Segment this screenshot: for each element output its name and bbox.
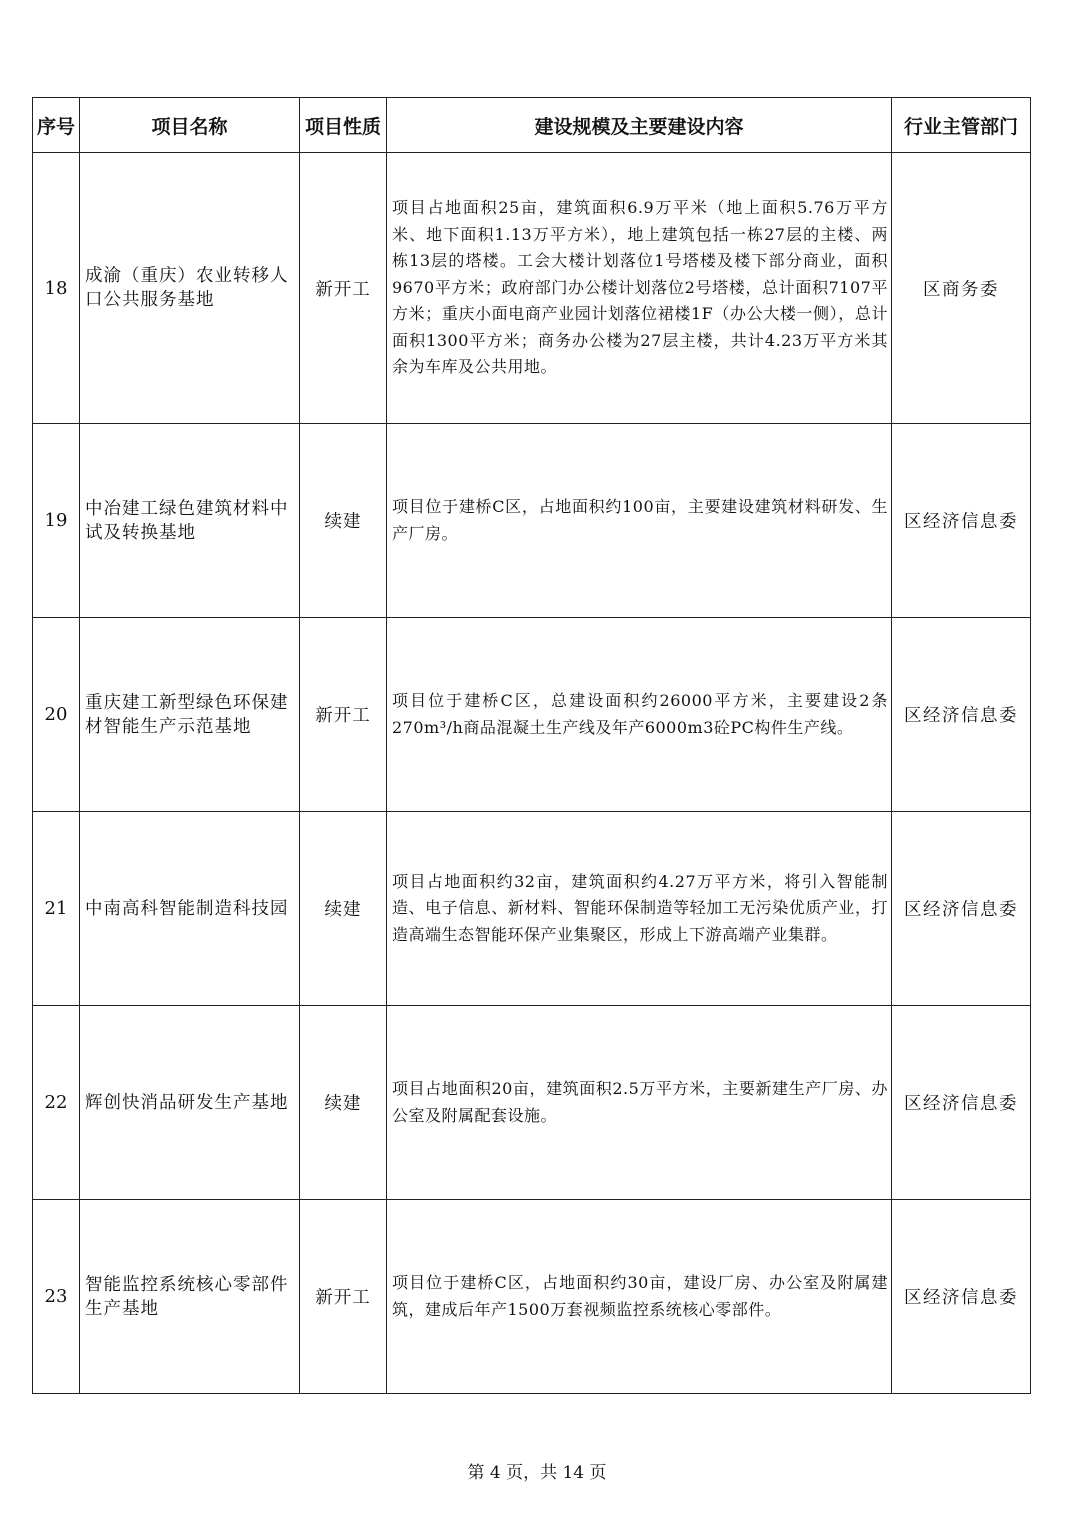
row-project-content: 项目位于建桥C区，占地面积约30亩，建设厂房、办公室及附属建筑，建成后年产1500万套视频监控系统核心零部件。 — [387, 1200, 892, 1394]
row-project-nature: 新开工 — [300, 153, 387, 424]
row-department: 区经济信息委 — [892, 1006, 1031, 1200]
row-project-nature: 新开工 — [300, 618, 387, 812]
project-table — [32, 97, 1031, 1394]
row-department: 区经济信息委 — [892, 424, 1031, 618]
row-project-content: 项目占地面积25亩，建筑面积6.9万平米（地上面积5.76万平方米、地下面积1.13万平方米），地上建筑包括一栋27层的主楼、两栋13层的塔楼。工会大楼计划落位1号塔楼及楼下部分商业，面积9670平方米；政府部门办公楼计划落位2号塔楼，总计面积7107平方米；重庆小面电商产业园计划落位裙楼1F（办公大楼一侧），总计面积1300平方米；商务办公楼为27层主楼，共计4.23万平方米其余为车库及公共用地。 — [387, 153, 892, 424]
row-project-content: 项目占地面积20亩，建筑面积2.5万平方米，主要新建生产厂房、办公室及附属配套设施。 — [387, 1006, 892, 1200]
row-project-name: 中冶建工绿色建筑材料中试及转换基地 — [80, 424, 300, 618]
table-row — [33, 618, 1031, 812]
row-department: 区经济信息委 — [892, 812, 1031, 1006]
row-project-content: 项目占地面积约32亩，建筑面积约4.27万平方米，将引入智能制造、电子信息、新材料、智能环保制造等轻加工无污染优质产业，打造高端生态智能环保产业集聚区，形成上下游高端产业集群。 — [387, 812, 892, 1006]
table-row — [33, 1006, 1031, 1200]
header-dept: 行业主管部门 — [892, 98, 1031, 153]
row-project-content: 项目位于建桥C区，总建设面积约26000平方米，主要建设2条270m³/h商品混凝土生产线及年产6000m3砼PC构件生产线。 — [387, 618, 892, 812]
row-project-nature: 新开工 — [300, 1200, 387, 1394]
row-project-name: 辉创快消品研发生产基地 — [80, 1006, 300, 1200]
table-row — [33, 812, 1031, 1006]
row-seq: 22 — [33, 1006, 80, 1200]
row-project-name: 中南高科智能制造科技园 — [80, 812, 300, 1006]
row-project-name: 重庆建工新型绿色环保建材智能生产示范基地 — [80, 618, 300, 812]
table-row — [33, 153, 1031, 424]
row-seq: 23 — [33, 1200, 80, 1394]
row-project-name: 智能监控系统核心零部件生产基地 — [80, 1200, 300, 1394]
row-project-name: 成渝（重庆）农业转移人口公共服务基地 — [80, 153, 300, 424]
table-row — [33, 1200, 1031, 1394]
row-department: 区经济信息委 — [892, 1200, 1031, 1394]
row-project-nature: 续建 — [300, 812, 387, 1006]
table-header-row — [33, 98, 1031, 153]
row-project-nature: 续建 — [300, 1006, 387, 1200]
row-department: 区经济信息委 — [892, 618, 1031, 812]
row-seq: 21 — [33, 812, 80, 1006]
row-seq: 19 — [33, 424, 80, 618]
row-project-nature: 续建 — [300, 424, 387, 618]
row-project-content: 项目位于建桥C区，占地面积约100亩，主要建设建筑材料研发、生产厂房。 — [387, 424, 892, 618]
row-seq: 18 — [33, 153, 80, 424]
header-nature: 项目性质 — [300, 98, 387, 153]
table-row — [33, 424, 1031, 618]
row-department: 区商务委 — [892, 153, 1031, 424]
page-footer: 第 4 页，共 14 页 — [467, 1463, 607, 1483]
header-content: 建设规模及主要建设内容 — [387, 98, 892, 153]
header-name: 项目名称 — [80, 98, 300, 153]
header-seq: 序号 — [33, 98, 80, 153]
row-seq: 20 — [33, 618, 80, 812]
